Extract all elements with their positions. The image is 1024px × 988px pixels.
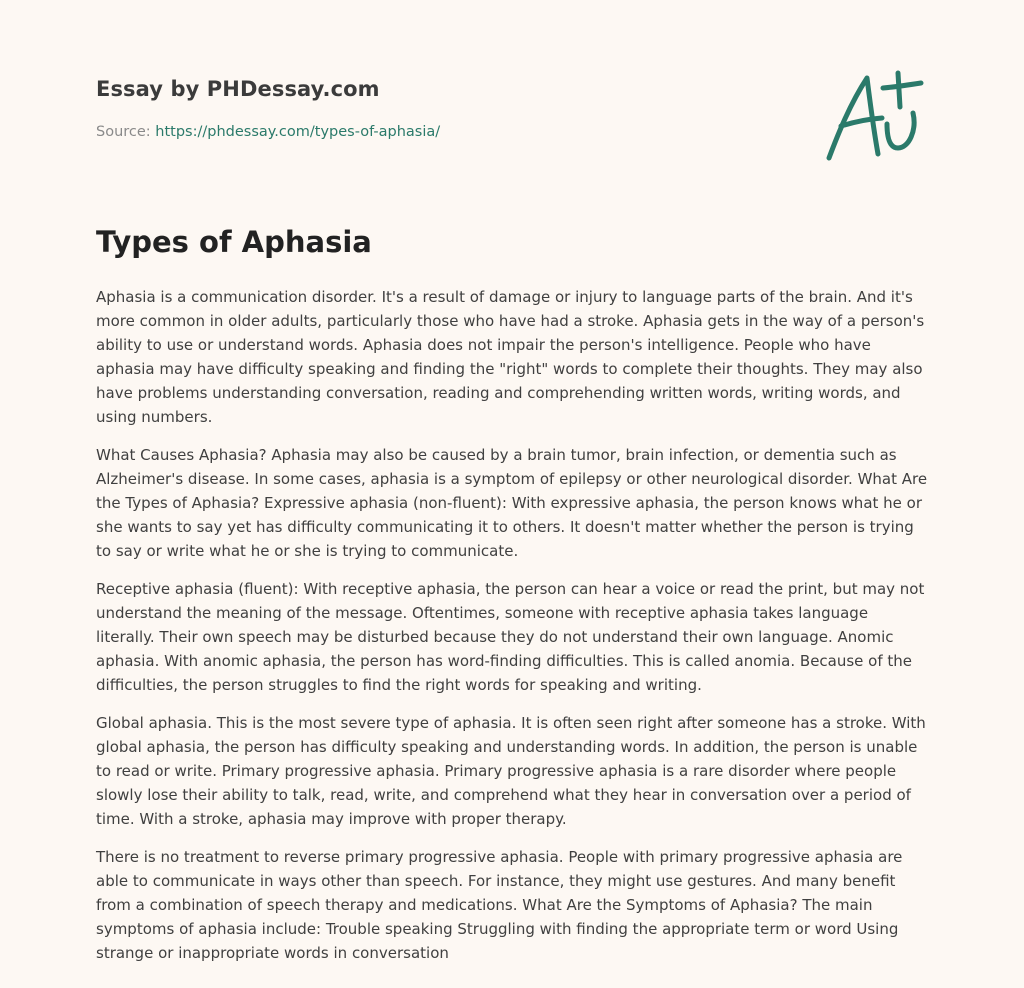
source-label: Source: bbox=[96, 124, 151, 140]
source-line bbox=[96, 124, 440, 140]
article-paragraph: Receptive aphasia (fluent): With receptive aphasia, the person can hear a voice or read the print, but may not understand the meaning of the message. Oftentimes, someone with receptive aphasia takes language literally. Their own speech may be disturbed because they do not understand their own language. Anomic aphasia. With anomic aphasia, the person has word-finding difficulties. This is called anomia. Because of the difficulties, the person struggles to find the right words for speaking and writing. bbox=[96, 580, 925, 694]
article-body bbox=[96, 285, 928, 979]
site-brand: Essay by PHDessay.com bbox=[96, 77, 380, 101]
source-link[interactable]: https://phdessay.com/types-of-aphasia/ bbox=[155, 124, 441, 140]
article-title: Types of Aphasia bbox=[96, 225, 372, 259]
article-paragraph: Global aphasia. This is the most severe type of aphasia. It is often seen right after someone has a stroke. With global aphasia, the person has difficulty speaking and understanding words. In addition, the person is unable to read or write. Primary progressive aphasia. Primary progressive aphasia is a rare disorder where people slowly lose their ability to talk, read, write, and comprehend what they hear in conversation over a period of time. With a stroke, aphasia may improve with proper therapy. bbox=[96, 714, 926, 828]
article-paragraph: What Causes Aphasia? Aphasia may also be caused by a brain tumor, brain infection, or dementia such as Alzheimer's disease. In some cases, aphasia is a symptom of epilepsy or other neurological disorder. What Are the Types of Aphasia? Expressive aphasia (non-fluent): With expressive aphasia, the person knows what he or she wants to say yet has difficulty communicating it to others. It doesn't matter whether the person is trying to say or write what he or she is trying to communicate. bbox=[96, 446, 928, 560]
a-plus-logo-icon bbox=[820, 68, 930, 166]
article-paragraph: There is no treatment to reverse primary progressive aphasia. People with primary progressive aphasia are able to communicate in ways other than speech. For instance, they might use gestures. And many benefit from a combination of speech therapy and medications. What Are the Symptoms of Aphasia? The main symptoms of aphasia include: Trouble speaking Struggling with finding the appropriate term or word Using strange or inappropriate words in conversation bbox=[96, 848, 903, 962]
article-paragraph: Aphasia is a communication disorder. It's a result of damage or injury to language parts of the brain. And it's more common in older adults, particularly those who have had a stroke. Aphasia gets in the way of a person's ability to use or understand words. Aphasia does not impair the person's intelligence. People who have aphasia may have difficulty speaking and finding the "right" words to complete their thoughts. They may also have problems understanding conversation, reading and comprehending written words, writing words, and using numbers. bbox=[96, 288, 925, 426]
